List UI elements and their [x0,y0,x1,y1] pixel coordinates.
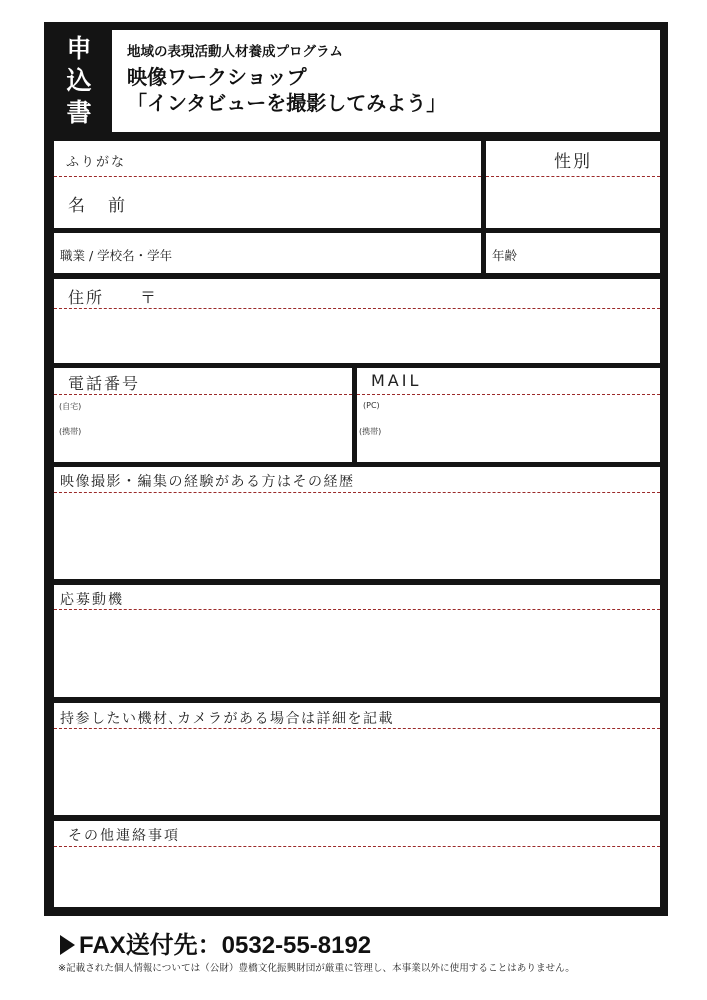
gender-divider [486,176,660,177]
mail-label: MAIL [371,371,422,390]
motivation-divider [54,609,660,610]
mail-field[interactable] [357,368,660,462]
page-title [127,64,446,116]
mail-divider [357,394,660,395]
phone-label: 電話番号 [68,374,141,393]
other-label: その他連絡事項 [68,828,180,844]
fax-number: FAX送付先：0532-55-8192 [79,932,372,959]
experience-divider [54,492,660,493]
gender-field[interactable] [486,141,660,228]
fax-line [60,925,371,960]
triangle-right-icon [60,935,75,955]
age-label: 年齢 [492,248,518,263]
furigana-label: ふりがな [66,155,127,170]
equipment-label: 持参したい機材､カメラがある場合は詳細を記載 [60,711,394,727]
badge-char-2: 込 [66,66,92,95]
phone-field[interactable] [54,368,352,462]
address-divider [54,308,660,309]
other-divider [54,846,660,847]
occupation-field[interactable] [54,233,481,273]
gender-label: 性別 [554,152,592,172]
name-label: 名 前 [68,196,128,216]
badge-char-3: 書 [66,98,92,127]
phone-mobile-label: (携帯) [59,427,82,436]
name-field[interactable] [54,141,481,228]
furigana-divider [54,176,481,177]
title-line-1: 映像ワークショップ [127,65,307,89]
mail-mobile-label: (携帯) [359,427,382,436]
badge-char-1: 申 [66,34,92,63]
address-field[interactable] [54,279,660,363]
motivation-field[interactable] [54,585,660,697]
title-line-2: 「インタビューを撮影してみよう」 [127,91,447,115]
experience-label: 映像撮影・編集の経験がある方はその経歴 [60,474,355,490]
program-name: 地域の表現活動人材養成プログラム [127,44,343,60]
equipment-field[interactable] [54,703,660,815]
equipment-divider [54,728,660,729]
age-field[interactable] [486,233,660,273]
phone-home-label: (自宅) [59,402,82,411]
motivation-label: 応募動機 [60,592,124,608]
mail-pc-label: (PC) [363,401,380,410]
privacy-note: ※記載された個人情報については（公財）豊橋文化振興財団が厳重に管理し、本事業以外に使用することはありません。 [58,963,575,974]
occupation-label: 職業 / 学校名・学年 [60,248,173,263]
phone-divider [54,394,352,395]
experience-field[interactable] [54,467,660,579]
address-label: 住所 〒 [68,288,159,307]
other-field[interactable] [54,821,660,907]
